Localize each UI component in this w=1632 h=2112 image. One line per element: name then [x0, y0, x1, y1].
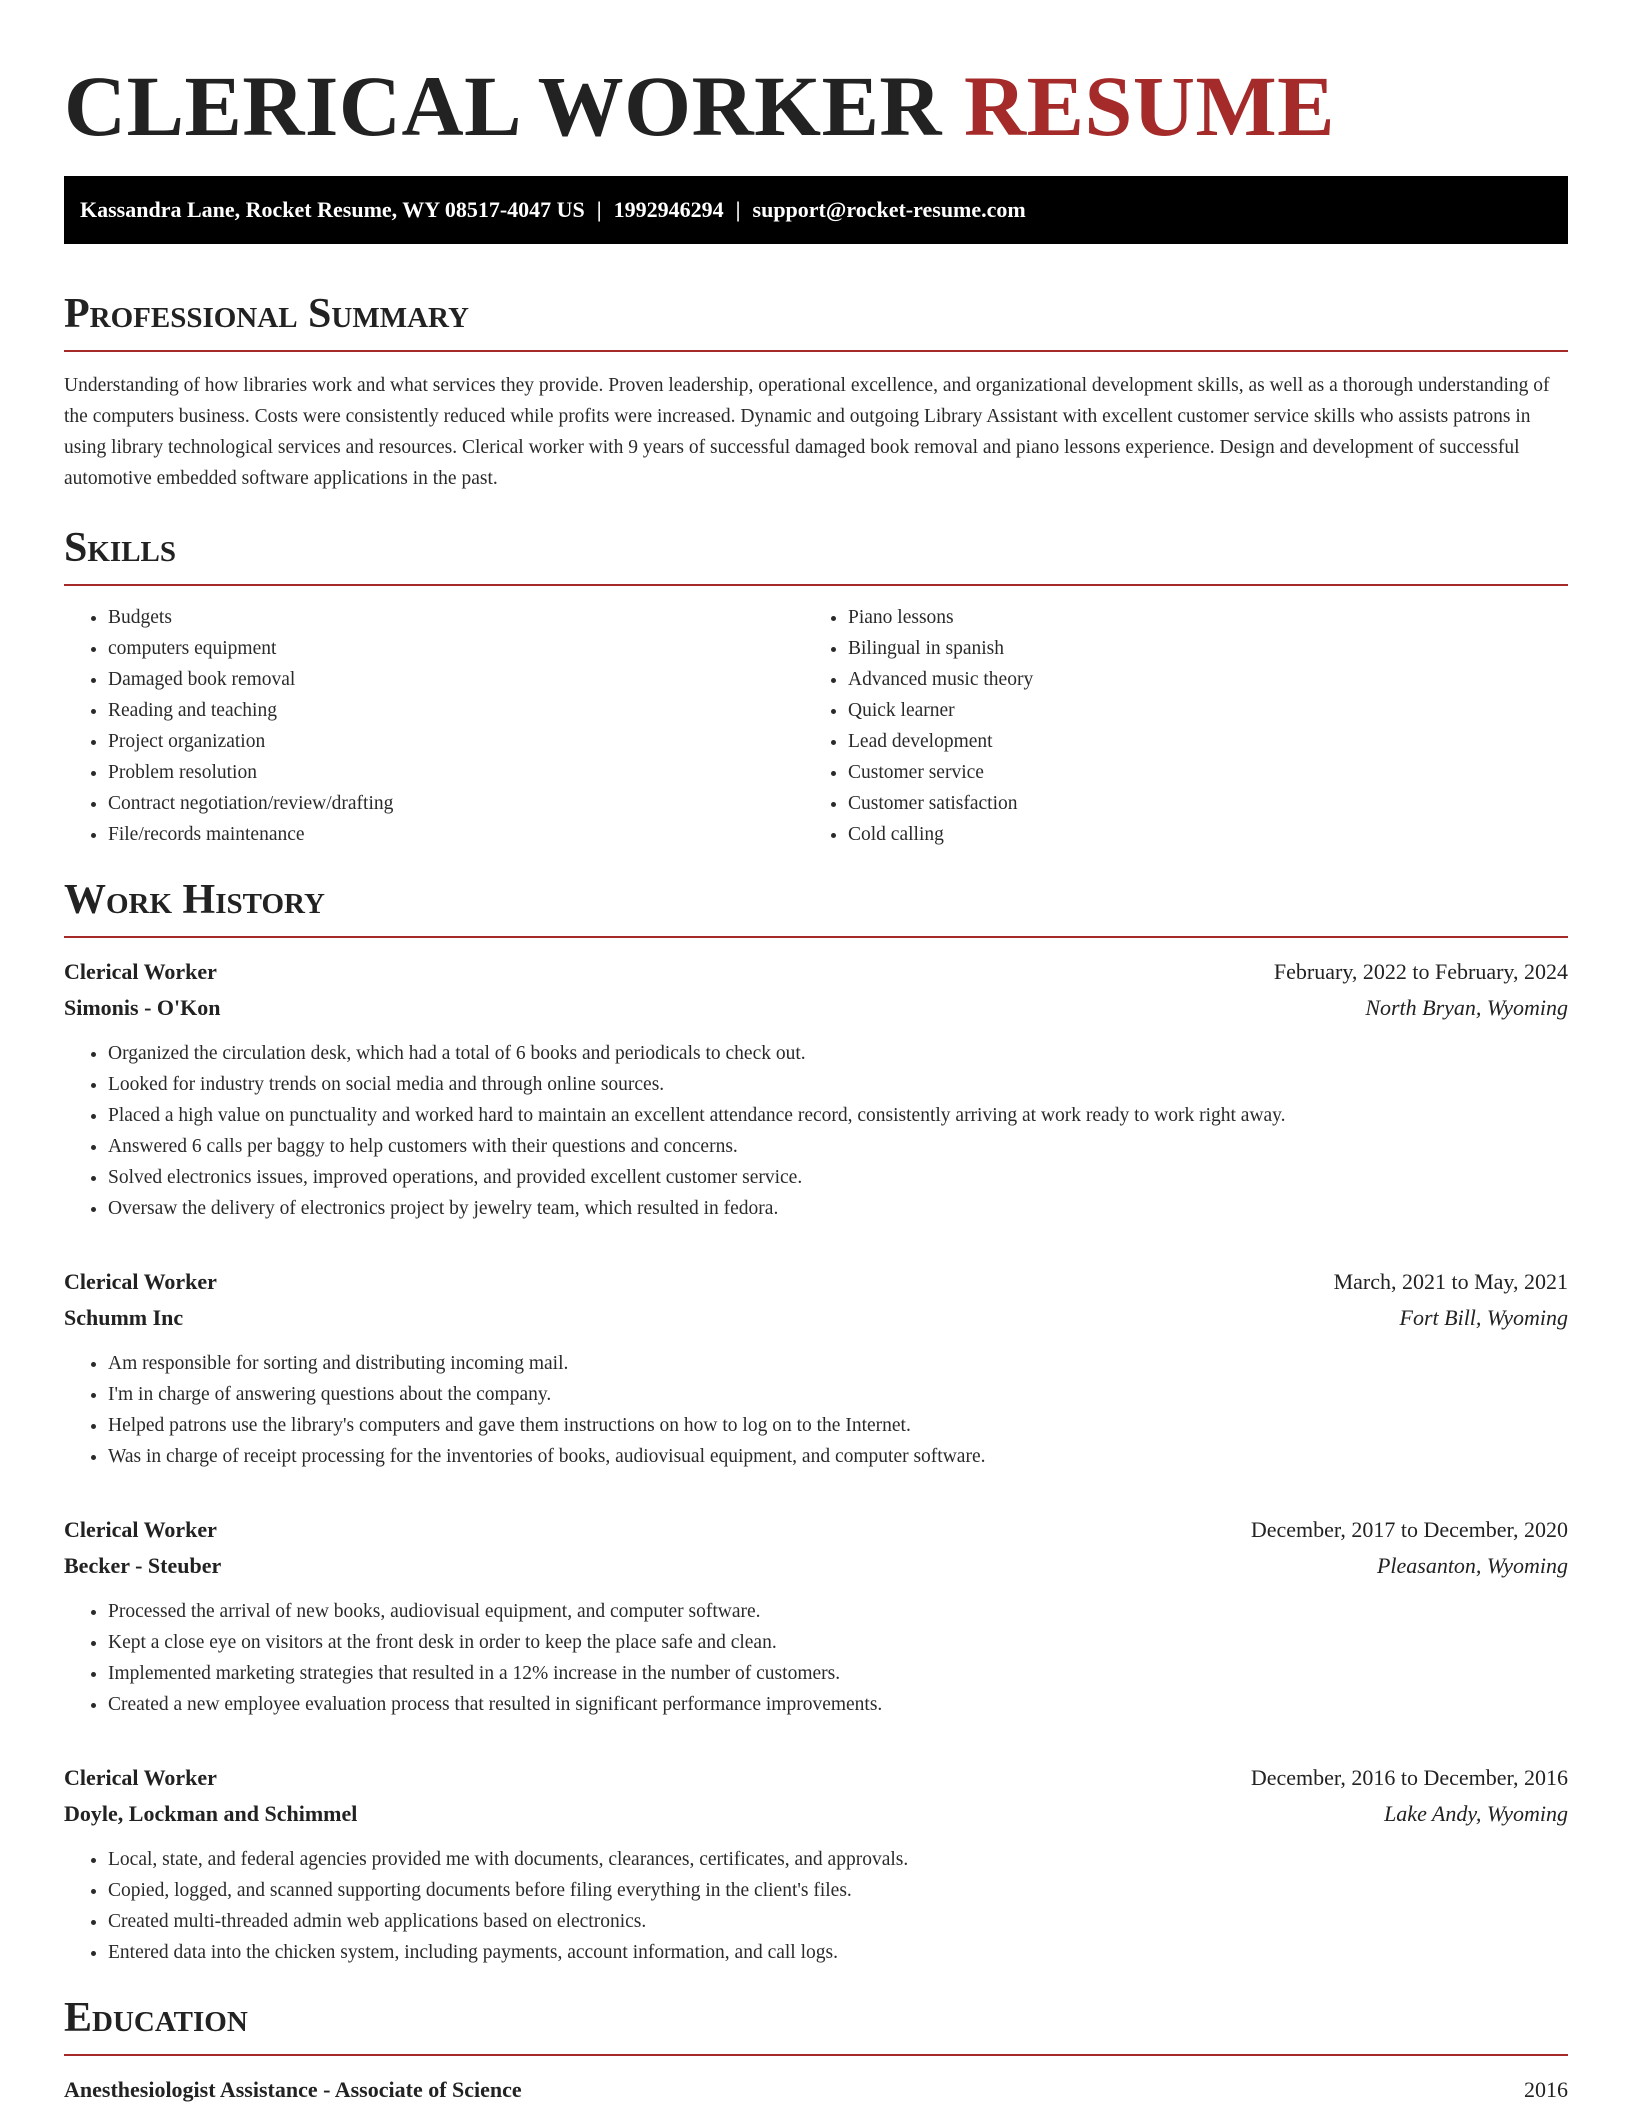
job-header-row: [64, 1264, 1568, 1300]
job-bullet: • Created multi-threaded admin web applications based on electronics.: [108, 1906, 1568, 1937]
job-bullet: • Kept a close eye on visitors at the front desk in order to keep the place safe and clean.: [108, 1627, 1568, 1658]
skill-item: • File/records maintenance: [108, 819, 804, 850]
skill-item: • Quick learner: [848, 695, 1544, 726]
job-bullet: • Oversaw the delivery of electronics project by jewelry team, which resulted in fedora.: [108, 1193, 1568, 1224]
job-company-row: [64, 1796, 1568, 1832]
skill-item: • Customer service: [848, 757, 1544, 788]
job-bullet: • Entered data into the chicken system, including payments, account information, and call logs.: [108, 1937, 1568, 1968]
skill-item: • Problem resolution: [108, 757, 804, 788]
skill-item: • Bilingual in spanish: [848, 633, 1544, 664]
job-location: Pleasanton, Wyoming: [1376, 1553, 1568, 1578]
job-bullets: [64, 1844, 1568, 1968]
job-bullet: • Created a new employee evaluation process that resulted in significant performance improvements.: [108, 1689, 1568, 1720]
job-bullet: • I'm in charge of answering questions about the company.: [108, 1379, 1568, 1410]
job-company-row: [64, 1548, 1568, 1584]
contact-separator: |: [735, 197, 741, 222]
skill-item: • Advanced music theory: [848, 664, 1544, 695]
job-company: Simonis - O'Kon: [64, 995, 221, 1020]
job-title: Clerical Worker: [64, 1765, 217, 1790]
job-bullet: • Placed a high value on punctuality and worked hard to maintain an excellent attendance record, consistently arriving at work ready to work right away.: [108, 1100, 1568, 1131]
skill-item: • Cold calling: [848, 819, 1544, 850]
job-dates: December, 2017 to December, 2020: [1250, 1517, 1568, 1542]
job-dates: February, 2022 to February, 2024: [1273, 959, 1568, 984]
skills-column-left: [64, 602, 804, 850]
skill-item: • Reading and teaching: [108, 695, 804, 726]
contact-separator: |: [596, 197, 602, 222]
job-title: Clerical Worker: [64, 1269, 217, 1294]
job-bullet: • Am responsible for sorting and distributing incoming mail.: [108, 1348, 1568, 1379]
education-degree: Anesthesiologist Assistance - Associate of Science: [64, 2077, 522, 2102]
contact-email: support@rocket-resume.com: [752, 197, 1026, 222]
skill-item: • Project organization: [108, 726, 804, 757]
skill-item: • Piano lessons: [848, 602, 1544, 633]
education-heading: Education: [64, 1994, 1568, 2056]
job-bullet: • Organized the circulation desk, which had a total of 6 books and periodicals to check out.: [108, 1038, 1568, 1069]
skill-item: • Damaged book removal: [108, 664, 804, 695]
job-bullet: • Solved electronics issues, improved operations, and provided excellent customer service.: [108, 1162, 1568, 1193]
education-entry: [64, 2072, 1568, 2108]
job-entry: [64, 1264, 1568, 1472]
job-entry: [64, 1760, 1568, 1968]
job-entry: [64, 1512, 1568, 1720]
job-entry: [64, 954, 1568, 1224]
job-bullet: • Answered 6 calls per baggy to help customers with their questions and concerns.: [108, 1131, 1568, 1162]
skills-list: [64, 602, 1568, 850]
job-bullet: • Processed the arrival of new books, audiovisual equipment, and computer software.: [108, 1596, 1568, 1627]
job-location: North Bryan, Wyoming: [1365, 995, 1568, 1020]
job-title: Clerical Worker: [64, 959, 217, 984]
job-company: Doyle, Lockman and Schimmel: [64, 1801, 358, 1826]
job-dates: March, 2021 to May, 2021: [1333, 1269, 1568, 1294]
resume-title: [64, 0, 1568, 156]
job-dates: December, 2016 to December, 2016: [1250, 1765, 1568, 1790]
job-company: Schumm Inc: [64, 1305, 184, 1330]
resume-title-accent: RESUME: [964, 58, 1335, 154]
skill-item: • Lead development: [848, 726, 1544, 757]
skill-item: • computers equipment: [108, 633, 804, 664]
summary-text: Understanding of how libraries work and what services they provide. Proven leadership, operational excellence, and organizational development skills, as well as a thorough understanding of the computers business. Costs were consistently reduced while profits were increased. Dynamic and outgoing Library Assistant with excellent customer service skills who assists patrons in using library technological services and resources. Clerical worker with 9 years of successful damaged book removal and piano lessons experience. Design and development of successful automotive embedded software applications in the past.: [64, 375, 1550, 489]
job-bullet: • Was in charge of receipt processing for the inventories of books, audiovisual equipment, and computer software.: [108, 1441, 1568, 1472]
summary-heading: Professional Summary: [64, 290, 1568, 352]
work-history-heading: Work History: [64, 876, 1568, 938]
job-bullet: • Implemented marketing strategies that resulted in a 12% increase in the number of customers.: [108, 1658, 1568, 1689]
job-title: Clerical Worker: [64, 1517, 217, 1542]
education-year: 2016: [1524, 2077, 1568, 2102]
job-header-row: [64, 1760, 1568, 1796]
job-company: Becker - Steuber: [64, 1553, 222, 1578]
skill-item: • Customer satisfaction: [848, 788, 1544, 819]
resume-page: [64, 0, 1568, 2108]
job-company-row: [64, 1300, 1568, 1336]
skill-item: • Contract negotiation/review/drafting: [108, 788, 804, 819]
contact-phone: 1992946294: [613, 197, 724, 222]
job-bullet: • Local, state, and federal agencies provided me with documents, clearances, certificates, and approvals.: [108, 1844, 1568, 1875]
contact-address: Kassandra Lane, Rocket Resume, WY 08517-4047 US: [80, 197, 585, 222]
skill-item: • Budgets: [108, 602, 804, 633]
job-header-row: [64, 954, 1568, 990]
job-bullets: [64, 1596, 1568, 1720]
resume-title-main: CLERICAL WORKER: [64, 58, 943, 154]
job-bullet: • Copied, logged, and scanned supporting documents before filing everything in the client's files.: [108, 1875, 1568, 1906]
job-bullet: • Looked for industry trends on social media and through online sources.: [108, 1069, 1568, 1100]
job-bullets: [64, 1348, 1568, 1472]
skills-heading: Skills: [64, 524, 1568, 586]
job-company-row: [64, 990, 1568, 1026]
job-location: Lake Andy, Wyoming: [1384, 1801, 1568, 1826]
contact-bar: [64, 176, 1568, 244]
job-bullet: • Helped patrons use the library's computers and gave them instructions on how to log on to the Internet.: [108, 1410, 1568, 1441]
job-location: Fort Bill, Wyoming: [1399, 1305, 1568, 1330]
job-header-row: [64, 1512, 1568, 1548]
skills-column-right: [804, 602, 1544, 850]
job-bullets: [64, 1038, 1568, 1224]
